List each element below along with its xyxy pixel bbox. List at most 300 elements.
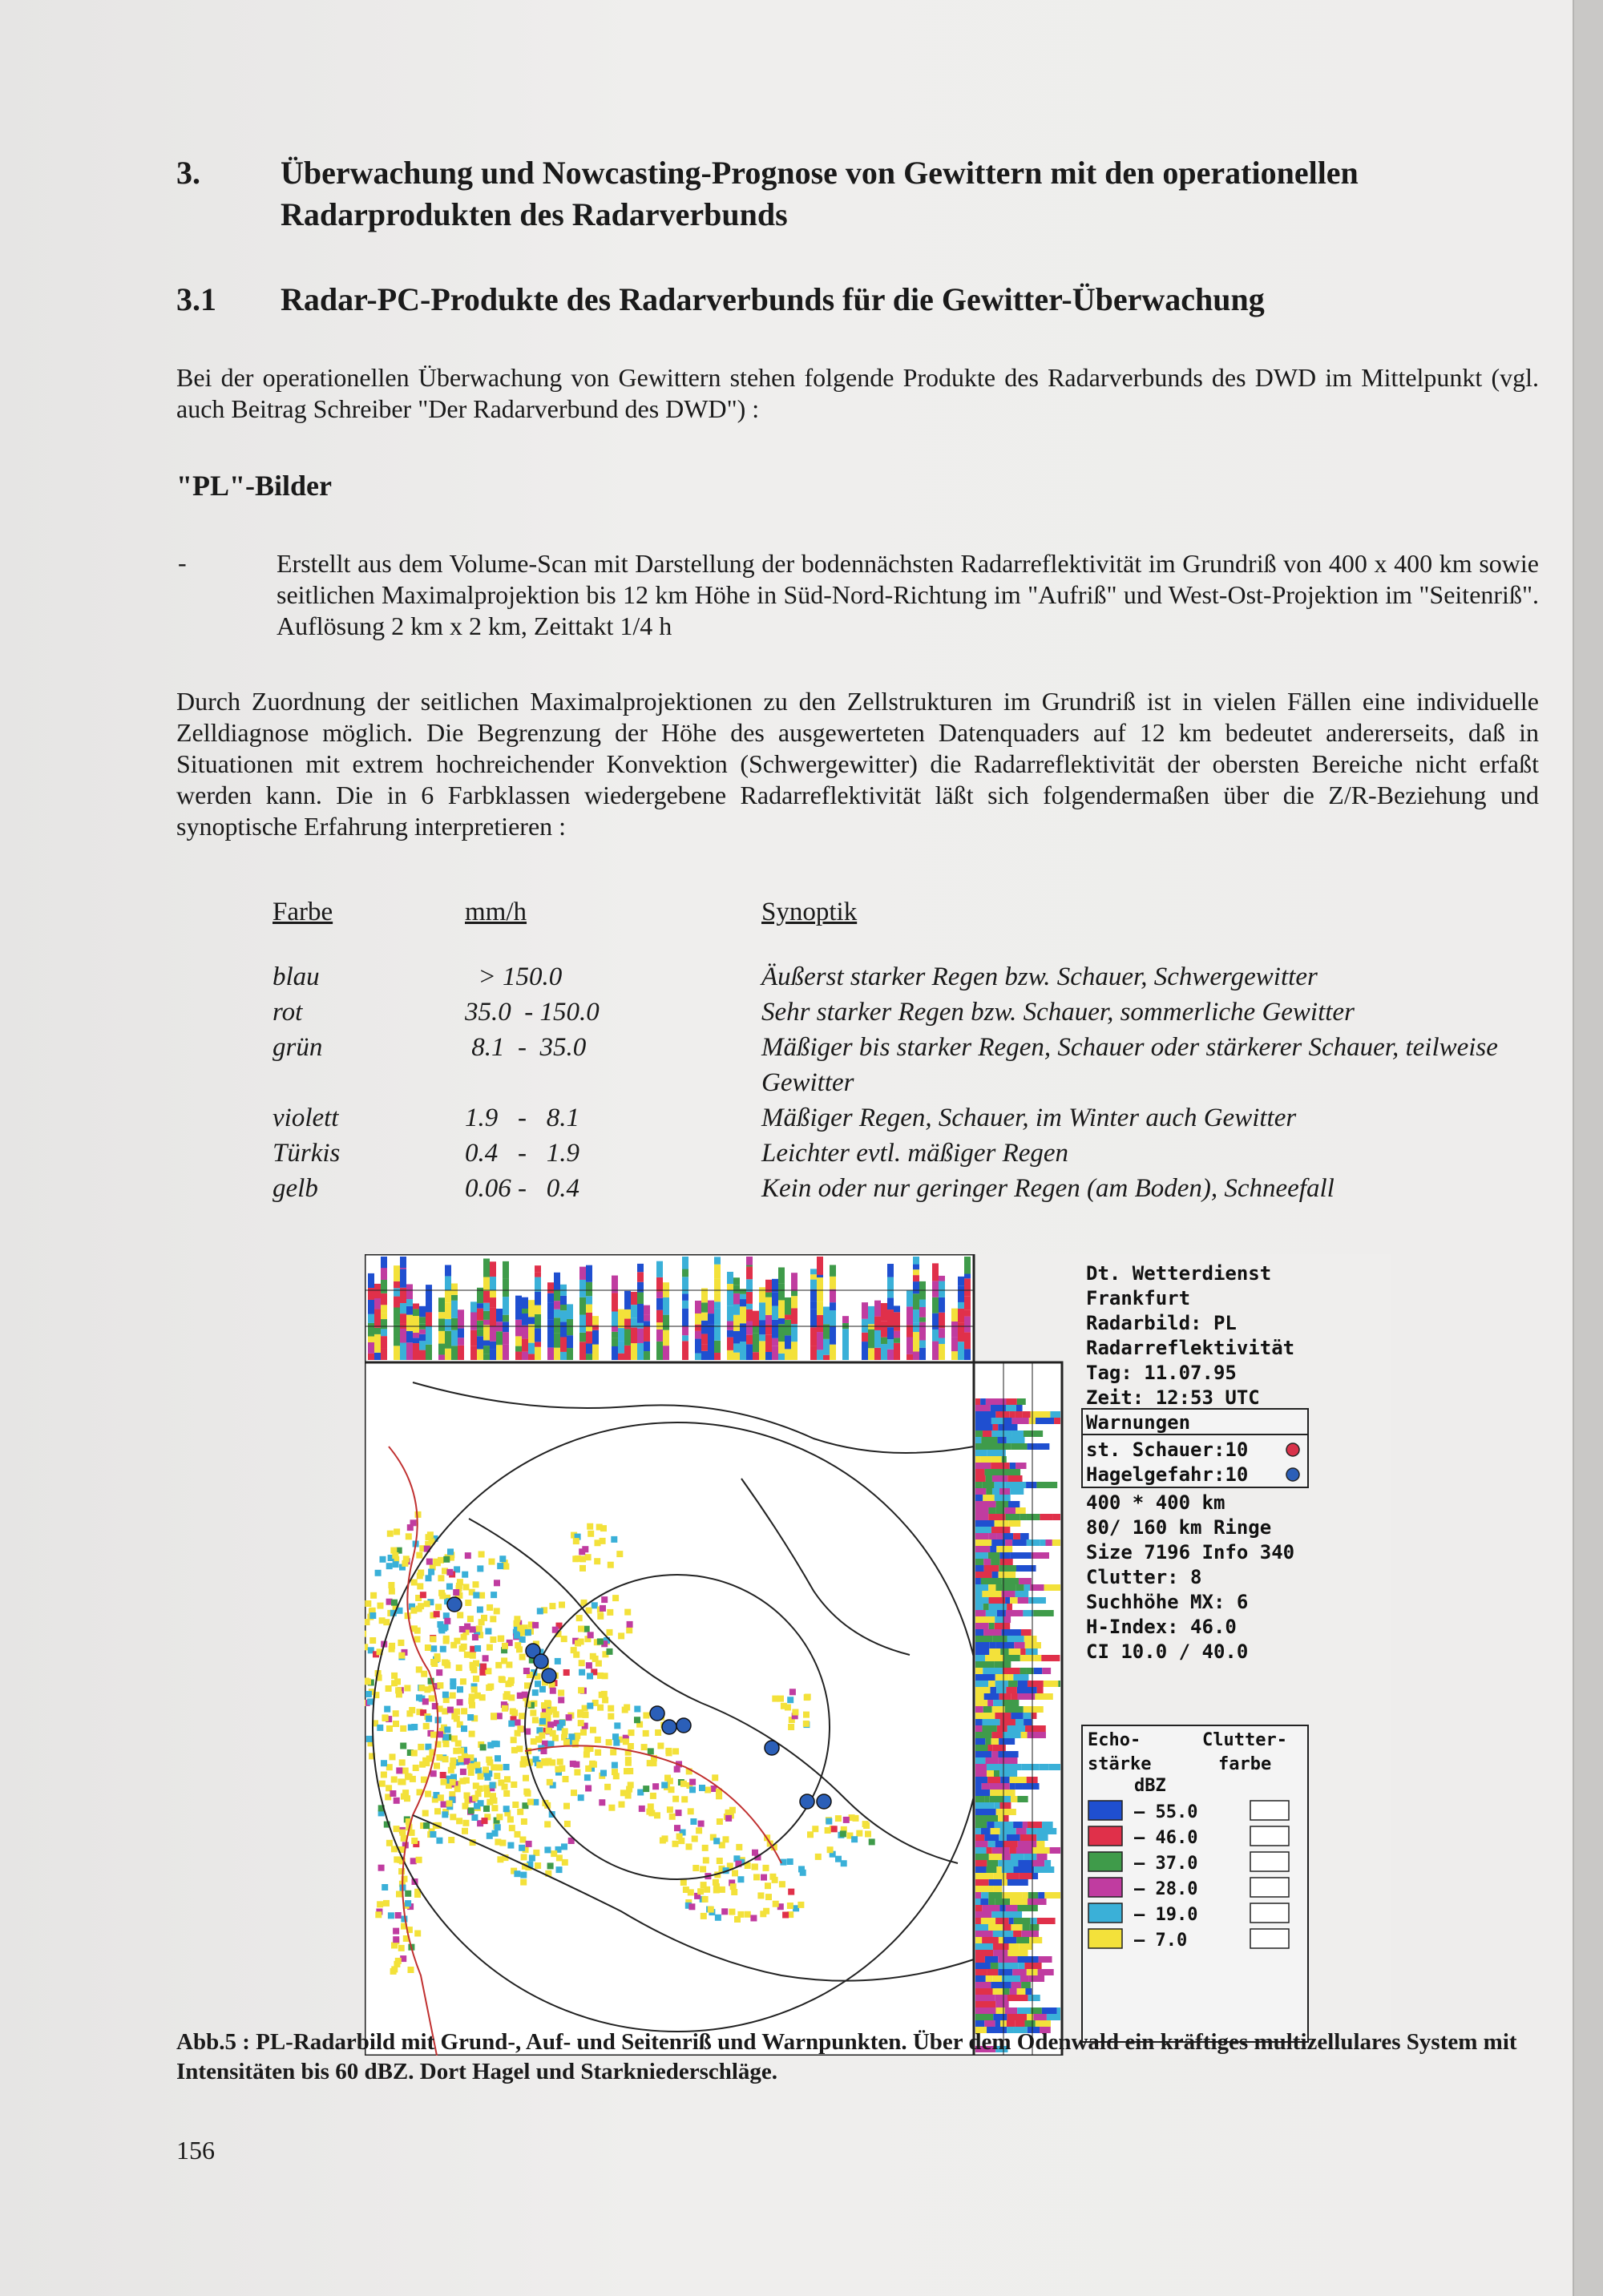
- aufriss-cell: [656, 1330, 663, 1342]
- echo-cell: [476, 1625, 483, 1632]
- echo-cell: [669, 1814, 676, 1820]
- seitenriss-cell: [975, 1783, 982, 1790]
- echo-cell: [458, 1756, 464, 1762]
- seitenriss-cell: [981, 1578, 1001, 1584]
- info-line: Radarbild: PL: [1086, 1312, 1237, 1334]
- seitenriss-cell: [987, 1822, 994, 1828]
- aufriss-cell: [906, 1338, 913, 1354]
- aufriss-cell: [887, 1277, 894, 1291]
- aufriss-cell: [631, 1305, 637, 1317]
- seitenriss-cell: [975, 1879, 989, 1886]
- seitenriss-cell: [975, 1931, 993, 1937]
- echo-cell: [382, 1884, 388, 1890]
- legend-swatch: [1088, 1929, 1122, 1948]
- aufriss-cell: [400, 1329, 406, 1343]
- echo-cell: [618, 1632, 624, 1639]
- aufriss-cell: [913, 1309, 919, 1322]
- shower-warning-icon: [1286, 1443, 1299, 1456]
- seitenriss-cell: [987, 1777, 1000, 1783]
- aufriss-cell: [701, 1345, 708, 1351]
- echo-cell: [680, 1879, 687, 1886]
- seitenriss-cell: [1000, 1559, 1013, 1565]
- seitenriss-cell: [1031, 1411, 1051, 1418]
- seitenriss-cell: [1037, 1918, 1056, 1924]
- echo-cell: [462, 1828, 468, 1834]
- seitenriss-cell: [997, 1725, 1007, 1732]
- seitenriss-cell: [975, 1956, 985, 1963]
- aufriss-cell: [483, 1320, 490, 1326]
- echo-cell: [463, 1584, 470, 1590]
- echo-cell: [869, 1838, 875, 1845]
- seitenriss-cell: [1010, 1988, 1017, 1995]
- echo-cell: [468, 1769, 474, 1776]
- aufriss-cell: [624, 1330, 631, 1346]
- aufriss-cell: [695, 1339, 701, 1354]
- seitenriss-cell: [1014, 1642, 1024, 1648]
- seitenriss-cell: [975, 1687, 990, 1693]
- aufriss-cell: [932, 1313, 939, 1330]
- echo-cell: [545, 1701, 551, 1707]
- seitenriss-cell: [1027, 1539, 1040, 1546]
- echo-cell: [443, 1741, 450, 1747]
- aufriss-cell: [708, 1313, 714, 1325]
- echo-cell: [597, 1638, 604, 1644]
- echo-cell: [804, 1694, 810, 1701]
- aufriss-cell: [490, 1290, 496, 1297]
- aufriss-cell: [701, 1351, 708, 1360]
- seitenriss-cell: [1057, 2007, 1060, 2014]
- echo-cell: [692, 1836, 698, 1842]
- echo-cell: [604, 1784, 611, 1790]
- seitenriss-cell: [998, 1424, 1017, 1430]
- echo-cell: [395, 1912, 402, 1919]
- aufriss-cell: [663, 1330, 669, 1346]
- echo-cell: [411, 1724, 418, 1730]
- aufriss-cell: [368, 1354, 374, 1360]
- table-cell-synoptik: Sehr starker Regen bzw. Schauer, sommerliche Gewitter: [761, 998, 1355, 1027]
- seitenriss-cell: [1010, 1777, 1027, 1783]
- echo-cell: [438, 1575, 444, 1581]
- seitenriss-cell: [1020, 1514, 1027, 1520]
- aufriss-cell: [791, 1291, 797, 1296]
- aufriss-cell: [612, 1312, 618, 1327]
- aufriss-cell: [881, 1303, 887, 1321]
- echo-cell: [757, 1892, 764, 1899]
- echo-cell: [564, 1821, 571, 1827]
- aufriss-cell: [586, 1305, 592, 1313]
- aufriss-cell: [406, 1342, 413, 1360]
- aufriss-cell: [381, 1336, 387, 1349]
- aufriss-cell: [830, 1277, 836, 1289]
- aufriss-cell: [426, 1285, 432, 1302]
- echo-cell: [383, 1619, 390, 1625]
- aufriss-cell: [727, 1306, 733, 1322]
- echo-cell: [386, 1685, 392, 1692]
- aufriss-cell: [445, 1265, 451, 1277]
- bullet-mark: -: [178, 548, 187, 577]
- echo-cell: [487, 1604, 493, 1611]
- seitenriss-cell: [975, 1802, 995, 1809]
- aufriss-cell: [656, 1277, 663, 1292]
- echo-cell: [408, 1967, 414, 1973]
- echo-cell: [652, 1783, 659, 1790]
- echo-cell: [612, 1733, 619, 1740]
- echo-cell: [450, 1814, 456, 1820]
- echo-cell: [827, 1846, 834, 1853]
- echo-cell: [478, 1552, 485, 1558]
- aufriss-cell: [913, 1332, 919, 1343]
- seitenriss-cell: [975, 1648, 989, 1655]
- echo-cell: [700, 1866, 706, 1872]
- seitenriss-cell: [991, 1751, 998, 1757]
- seitenriss-cell: [989, 1879, 1002, 1886]
- echo-cell: [378, 1865, 385, 1871]
- echo-cell: [478, 1800, 484, 1806]
- seitenriss-cell: [993, 1886, 1002, 1892]
- info-line: Frankfurt: [1086, 1287, 1191, 1309]
- seitenriss-cell: [975, 1693, 984, 1700]
- aufriss-cell: [701, 1302, 708, 1312]
- aufriss-cell: [400, 1343, 406, 1360]
- seitenriss-cell: [975, 1411, 995, 1418]
- echo-cell: [423, 1723, 430, 1729]
- echo-cell: [398, 1640, 404, 1646]
- aufriss-cell: [714, 1353, 721, 1360]
- echo-cell: [365, 1644, 368, 1650]
- aufriss-cell: [733, 1353, 740, 1360]
- echo-cell: [546, 1709, 552, 1715]
- echo-cell: [637, 1790, 644, 1796]
- aufriss-cell: [894, 1312, 900, 1331]
- aufriss-cell: [913, 1293, 919, 1309]
- echo-cell: [702, 1896, 709, 1903]
- echo-cell: [595, 1737, 601, 1743]
- aufriss-cell: [644, 1342, 650, 1351]
- seitenriss-cell: [1004, 1507, 1016, 1514]
- echo-cell: [502, 1705, 508, 1712]
- echo-cell: [763, 1865, 769, 1871]
- echo-cell: [396, 1891, 402, 1898]
- echo-cell: [411, 1625, 418, 1632]
- echo-cell: [389, 1588, 395, 1595]
- echo-cell: [606, 1739, 612, 1745]
- seitenriss-cell: [1002, 1975, 1020, 1982]
- echo-cell: [586, 1662, 592, 1669]
- aufriss-cell: [637, 1343, 644, 1360]
- echo-cell: [402, 1768, 409, 1774]
- seitenriss-cell: [998, 1437, 1007, 1443]
- aufriss-cell: [663, 1315, 669, 1330]
- seitenriss-cell: [1037, 1687, 1044, 1693]
- seitenriss-cell: [1000, 1802, 1011, 1809]
- echo-cell: [519, 1837, 526, 1843]
- echo-cell: [753, 1874, 760, 1880]
- aufriss-cell: [964, 1317, 971, 1333]
- aufriss-cell: [503, 1315, 509, 1322]
- aufriss-cell: [727, 1272, 733, 1284]
- echo-cell: [487, 1833, 493, 1839]
- echo-cell: [607, 1609, 613, 1616]
- echo-cell: [851, 1836, 858, 1842]
- aufriss-cell: [413, 1338, 419, 1343]
- echo-cell: [737, 1911, 744, 1918]
- seitenriss-cell: [983, 1668, 1003, 1674]
- aufriss-cell: [451, 1295, 458, 1301]
- seitenriss-cell: [975, 1745, 987, 1751]
- echo-cell: [587, 1632, 594, 1638]
- echo-cell: [473, 1676, 479, 1682]
- aufriss-cell: [656, 1322, 663, 1330]
- aufriss-cell: [631, 1343, 637, 1360]
- seitenriss-cell: [1016, 1937, 1029, 1943]
- aufriss-cell: [765, 1334, 772, 1352]
- aufriss-cell: [656, 1261, 663, 1277]
- echo-cell: [725, 1810, 732, 1816]
- echo-cell: [497, 1856, 503, 1862]
- seitenriss-cell: [990, 1796, 1003, 1802]
- seitenriss-cell: [1011, 1796, 1017, 1802]
- echo-cell: [400, 1725, 406, 1732]
- seitenriss-cell: [1045, 1539, 1052, 1546]
- echo-cell: [421, 1671, 427, 1677]
- echo-cell: [612, 1762, 618, 1769]
- seitenriss-cell: [987, 1764, 1003, 1770]
- legend-unit: dBZ: [1134, 1776, 1166, 1796]
- seitenriss-cell: [993, 1700, 1003, 1706]
- echo-cell: [592, 1602, 598, 1608]
- aufriss-cell: [381, 1313, 387, 1319]
- echo-cell: [614, 1722, 620, 1729]
- seitenriss-cell: [1020, 1725, 1026, 1732]
- seitenriss-cell: [1013, 1866, 1034, 1873]
- echo-cell: [491, 1798, 498, 1804]
- seitenriss-cell: [1006, 1790, 1016, 1796]
- seitenriss-cell: [983, 1559, 991, 1565]
- seitenriss-cell: [1026, 1482, 1036, 1488]
- seitenriss-cell: [1032, 1873, 1038, 1879]
- echo-cell: [579, 1565, 586, 1572]
- aufriss-cell: [759, 1320, 765, 1334]
- seitenriss-cell: [1036, 1418, 1054, 1424]
- aufriss-cell: [406, 1331, 413, 1342]
- aufriss-cell: [368, 1337, 374, 1342]
- echo-cell: [380, 1556, 386, 1563]
- param-line: 80/ 160 km Ringe: [1086, 1516, 1272, 1539]
- aufriss-cell: [939, 1276, 945, 1281]
- aufriss-cell: [483, 1291, 490, 1303]
- seitenriss-cell: [1005, 1539, 1012, 1546]
- aufriss-cell: [682, 1301, 688, 1309]
- aufriss-cell: [830, 1302, 836, 1310]
- seitenriss-cell: [975, 1905, 982, 1911]
- echo-cell: [587, 1531, 594, 1537]
- aufriss-cell: [368, 1314, 374, 1323]
- echo-cell: [590, 1727, 596, 1733]
- echo-cell: [365, 1631, 366, 1637]
- legend-clutter-label: Clutter-farbe: [1202, 1730, 1287, 1774]
- seitenriss-cell: [995, 1674, 1009, 1681]
- aufriss-cell: [637, 1282, 644, 1293]
- aufriss-cell: [496, 1345, 503, 1360]
- aufriss-cell: [791, 1296, 797, 1308]
- seitenriss-cell: [1032, 1860, 1044, 1866]
- echo-cell: [469, 1702, 475, 1709]
- seitenriss-cell: [975, 1899, 980, 1905]
- echo-cell: [457, 1579, 463, 1585]
- seitenriss-cell: [998, 1860, 1018, 1866]
- echo-cell: [497, 1563, 503, 1569]
- echo-cell: [579, 1556, 586, 1562]
- aufriss-cell: [939, 1297, 945, 1313]
- seitenriss-cell: [1011, 1443, 1028, 1450]
- aufriss-cell: [887, 1297, 894, 1309]
- seitenriss-panel: [974, 1362, 1062, 2056]
- echo-cell: [532, 1717, 539, 1723]
- aufriss-cell: [695, 1325, 701, 1331]
- seitenriss-cell: [1003, 1841, 1017, 1847]
- table-cell-color: gelb: [273, 1174, 318, 1203]
- table-cell-rate: 0.4 - 1.9: [465, 1139, 579, 1168]
- echo-cell: [831, 1826, 838, 1832]
- echo-cell: [657, 1743, 664, 1749]
- aufriss-cell: [394, 1288, 400, 1296]
- seitenriss-cell: [1024, 1719, 1032, 1725]
- aufriss-cell: [438, 1354, 445, 1360]
- aufriss-cell: [919, 1340, 926, 1347]
- seitenriss-cell: [1034, 1668, 1042, 1674]
- aufriss-cell: [567, 1348, 573, 1360]
- aufriss-cell: [733, 1315, 740, 1331]
- aufriss-cell: [438, 1297, 445, 1312]
- echo-cell: [562, 1728, 568, 1734]
- seitenriss-cell: [985, 1796, 990, 1802]
- aufriss-cell: [624, 1291, 631, 1309]
- seitenriss-cell: [1044, 1681, 1059, 1687]
- seitenriss-cell: [1013, 1533, 1020, 1539]
- echo-cell: [490, 1616, 496, 1622]
- echo-cell: [515, 1831, 521, 1838]
- seitenriss-cell: [987, 1969, 999, 1975]
- echo-cell: [689, 1786, 696, 1793]
- seitenriss-cell: [1012, 1539, 1027, 1546]
- echo-cell: [745, 1911, 751, 1918]
- echo-cell: [520, 1879, 527, 1886]
- clutter-swatch: [1250, 1826, 1289, 1846]
- aufriss-cell: [413, 1333, 419, 1338]
- echo-cell: [369, 1612, 376, 1619]
- seitenriss-cell: [975, 1604, 983, 1610]
- seitenriss-cell: [1024, 1713, 1032, 1719]
- seitenriss-cell: [975, 1495, 983, 1501]
- echo-cell: [853, 1815, 859, 1822]
- seitenriss-cell: [991, 1456, 1002, 1463]
- echo-cell: [788, 1724, 794, 1730]
- warning-point-icon: [676, 1718, 691, 1733]
- echo-cell: [456, 1664, 462, 1671]
- echo-cell: [597, 1613, 604, 1620]
- echo-cell: [370, 1592, 377, 1599]
- aufriss-cell: [567, 1335, 573, 1348]
- seitenriss-cell: [986, 1610, 997, 1616]
- echo-cell: [540, 1713, 547, 1719]
- echo-cell: [434, 1611, 440, 1617]
- aufriss-cell: [426, 1345, 432, 1360]
- seitenriss-cell: [1011, 1854, 1024, 1860]
- aufriss-cell: [381, 1349, 387, 1360]
- seitenriss-cell: [992, 1488, 999, 1495]
- echo-cell: [625, 1757, 632, 1763]
- seitenriss-cell: [1013, 1674, 1028, 1681]
- echo-cell: [547, 1721, 554, 1728]
- aufriss-cell: [522, 1297, 528, 1309]
- aufriss-cell: [612, 1326, 618, 1332]
- seitenriss-cell: [1011, 1418, 1028, 1424]
- aufriss-cell: [515, 1320, 522, 1337]
- echo-cell: [422, 1698, 429, 1705]
- seitenriss-cell: [986, 1488, 992, 1495]
- echo-cell: [612, 1769, 618, 1775]
- echo-cell: [696, 1827, 702, 1834]
- aufriss-cell: [586, 1313, 592, 1326]
- echo-cell: [583, 1751, 590, 1757]
- echo-cell: [375, 1911, 382, 1918]
- seitenriss-cell: [987, 1860, 998, 1866]
- seitenriss-cell: [1016, 1591, 1029, 1597]
- seitenriss-cell: [983, 1706, 992, 1713]
- seitenriss-cell: [975, 1514, 988, 1520]
- seitenriss-cell: [975, 1559, 983, 1565]
- echo-cell: [511, 1782, 517, 1788]
- aufriss-cell: [470, 1301, 477, 1312]
- seitenriss-cell: [988, 1892, 1002, 1899]
- seitenriss-cell: [975, 1527, 991, 1533]
- seitenriss-cell: [984, 1469, 1003, 1475]
- echo-cell: [477, 1565, 483, 1572]
- seitenriss-cell: [987, 1700, 993, 1706]
- aufriss-cell: [772, 1338, 778, 1346]
- seitenriss-cell: [1016, 1405, 1023, 1411]
- seitenriss-cell: [1002, 1629, 1021, 1636]
- echo-cell: [379, 1781, 386, 1787]
- seitenriss-cell: [1026, 1648, 1038, 1655]
- table-cell-synoptik: Mäßiger Regen, Schauer, im Winter auch Gewitter: [761, 1104, 1297, 1132]
- echo-cell: [454, 1709, 460, 1715]
- seitenriss-cell: [1021, 1732, 1028, 1738]
- seitenriss-cell: [1016, 1565, 1036, 1572]
- seitenriss-cell: [991, 1963, 999, 1969]
- seitenriss-cell: [1009, 1943, 1019, 1950]
- seitenriss-cell: [1016, 2020, 1025, 2027]
- echo-cell: [463, 1777, 470, 1784]
- seitenriss-cell: [1029, 1937, 1042, 1943]
- seitenriss-cell: [1036, 1841, 1044, 1847]
- seitenriss-cell: [1024, 1636, 1037, 1642]
- aufriss-cell: [958, 1277, 964, 1285]
- aufriss-cell: [586, 1265, 592, 1282]
- echo-cell: [544, 1821, 551, 1827]
- seitenriss-cell: [1019, 1943, 1032, 1950]
- seitenriss-cell: [988, 1507, 995, 1514]
- echo-cell: [643, 1786, 649, 1792]
- aufriss-cell: [830, 1265, 836, 1276]
- seitenriss-cell: [999, 1834, 1007, 1841]
- echo-cell: [576, 1615, 583, 1621]
- aufriss-cell: [400, 1257, 406, 1268]
- aufriss-cell: [368, 1288, 374, 1300]
- seitenriss-cell: [1058, 1681, 1060, 1687]
- echo-cell: [499, 1556, 506, 1562]
- subsection-heading: [176, 280, 1265, 318]
